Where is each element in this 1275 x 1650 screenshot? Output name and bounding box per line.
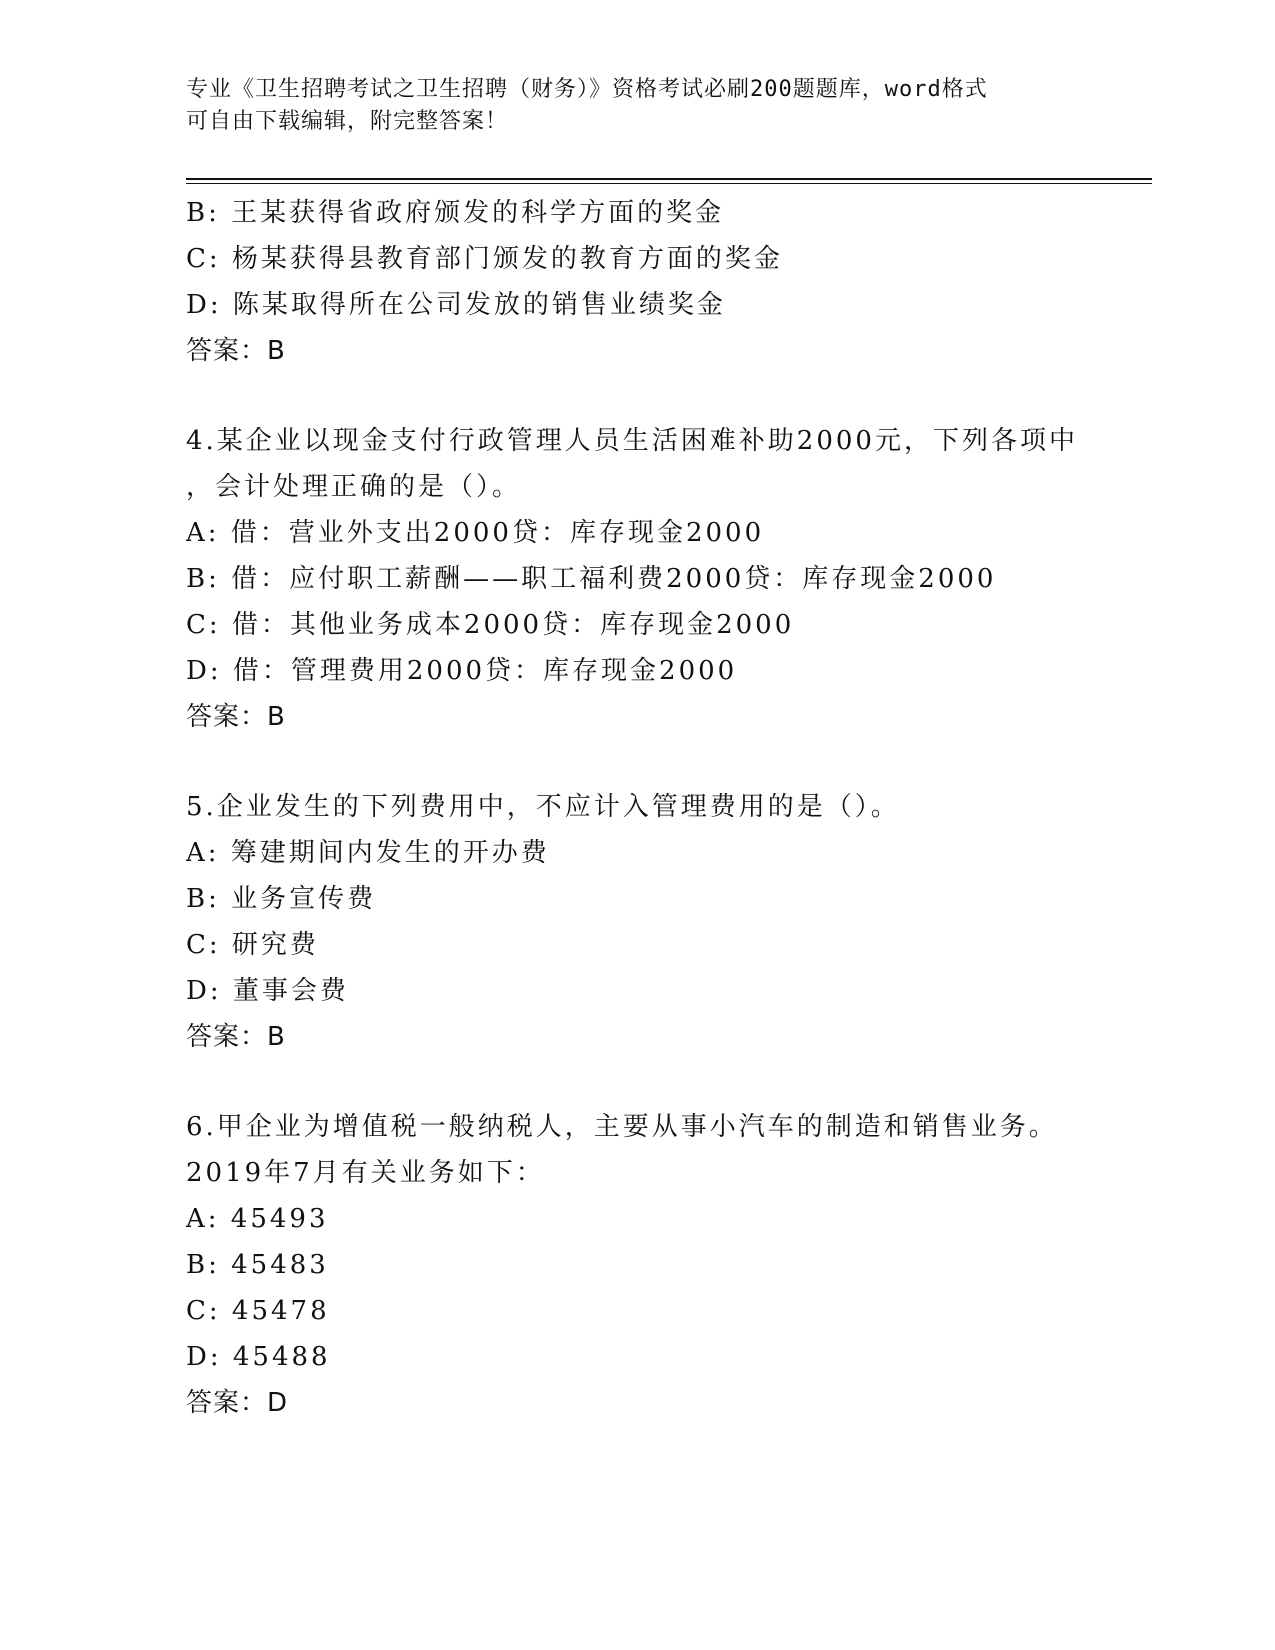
- question-list: [186, 190, 1086, 1426]
- question-4: [186, 418, 1086, 740]
- option-a: A: 筹建期间内发生的开办费: [186, 838, 550, 868]
- spacer: [186, 374, 1086, 418]
- option-a: A: 45493: [186, 1204, 329, 1234]
- option-a: A: 借：营业外支出2000贷：库存现金2000: [186, 518, 765, 548]
- question-5: [186, 784, 1086, 1060]
- answer: 答案：B: [186, 1022, 286, 1052]
- header-divider-thick: [186, 178, 1152, 180]
- option-c: C: 杨某获得县教育部门颁发的教育方面的奖金: [186, 244, 783, 274]
- question-stem-continued: 2019年7月有关业务如下：: [186, 1158, 545, 1188]
- header-line-1: 专业《卫生招聘考试之卫生招聘（财务）》资格考试必刷200题题库，word格式: [186, 77, 988, 102]
- option-b: B: 业务宣传费: [186, 884, 377, 914]
- header-line-2: 可自由下载编辑，附完整答案！: [186, 109, 509, 134]
- option-d: D: 借：管理费用2000贷：库存现金2000: [186, 656, 738, 686]
- answer: 答案：B: [186, 702, 286, 732]
- option-d: D: 董事会费: [186, 976, 349, 1006]
- spacer: [186, 1060, 1086, 1104]
- document-header: [186, 74, 1086, 138]
- spacer: [186, 740, 1086, 784]
- question-6: [186, 1104, 1086, 1426]
- option-d: D: 45488: [186, 1342, 331, 1372]
- option-c: C: 45478: [186, 1296, 330, 1326]
- option-c: C: 借：其他业务成本2000贷：库存现金2000: [186, 610, 795, 640]
- question-stem-continued: ，会计处理正确的是（）。: [186, 472, 522, 502]
- option-b: B: 借：应付职工薪酬——职工福利费2000贷：库存现金2000: [186, 564, 997, 594]
- answer: 答案：B: [186, 336, 286, 366]
- question-stem: 5.企业发生的下列费用中，不应计入管理费用的是（）。: [186, 792, 900, 822]
- header-divider-thin: [186, 183, 1152, 184]
- option-b: B: 王某获得省政府颁发的科学方面的奖金: [186, 198, 725, 228]
- option-b: B: 45483: [186, 1250, 329, 1280]
- answer: 答案：D: [186, 1388, 289, 1418]
- question-stem: 4.某企业以现金支付行政管理人员生活困难补助2000元，下列各项中: [186, 426, 1078, 456]
- question-3-partial: [186, 190, 1086, 374]
- option-c: C: 研究费: [186, 930, 319, 960]
- option-d: D: 陈某取得所在公司发放的销售业绩奖金: [186, 290, 726, 320]
- question-stem: 6.甲企业为增值税一般纳税人，主要从事小汽车的制造和销售业务。: [186, 1112, 1058, 1142]
